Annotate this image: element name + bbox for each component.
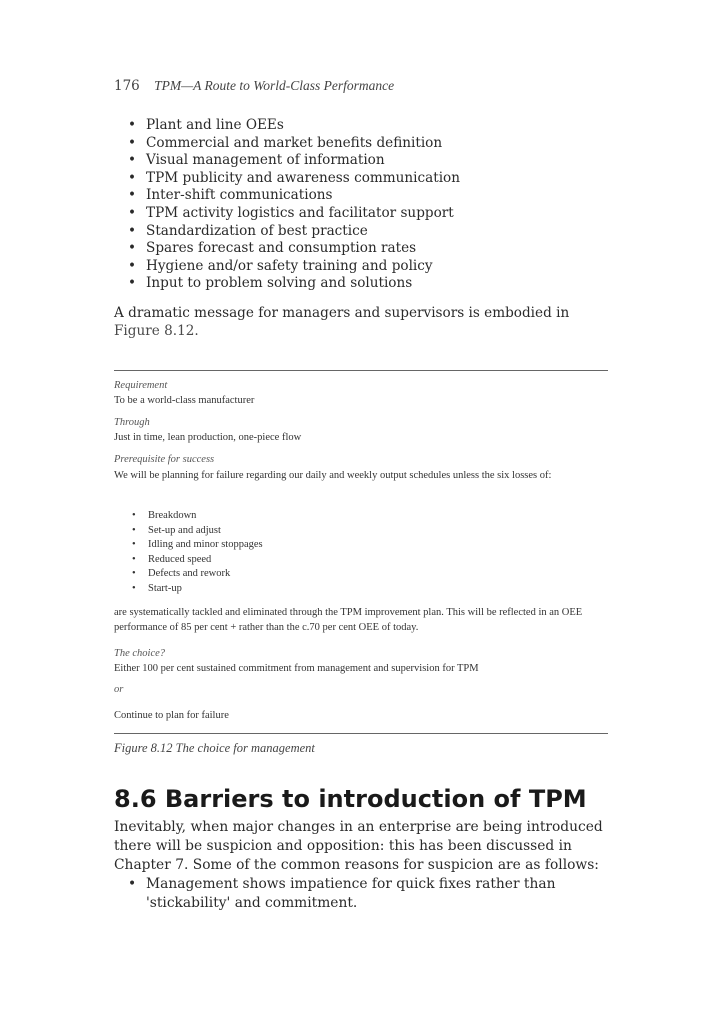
figure-reference: Figure 8.12. — [114, 323, 199, 339]
list-item: • TPM activity logistics and facilitator support — [128, 205, 460, 223]
page-number: 176 — [114, 78, 140, 94]
list-item: • Management shows impatience for quick fixes rather than 'stickability' and commitment. — [128, 875, 608, 913]
losses-followup-text: are systematically tackled and eliminated through the TPM improvement plan. This will be reflected in an OEE performance of 85 per cent + rather than the c.70 per cent OEE of today. — [114, 607, 583, 633]
section-paragraph: Inevitably, when major changes in an enterprise are being introduced there will be suspicion and opposition: this has been discussed in Chapter 7. Some of the common reasons for suspicion are as follows: — [114, 819, 603, 873]
top-bullet-list — [128, 117, 460, 293]
list-item: • Commercial and market benefits definition — [128, 135, 460, 153]
six-losses-list — [132, 509, 263, 597]
requirement-label: Requirement — [114, 380, 168, 391]
list-item: • Plant and line OEEs — [128, 117, 460, 135]
intro-text: A dramatic message for managers and supervisors is embodied in — [114, 305, 570, 321]
through-text: Just in time, lean production, one-piece flow — [114, 432, 302, 443]
figure-caption: Figure 8.12 The choice for management — [114, 741, 315, 755]
list-item: • Visual management of information — [128, 152, 460, 170]
figure-top-rule — [114, 370, 608, 371]
running-head — [114, 78, 394, 94]
list-item: • Reduced speed — [132, 553, 263, 568]
section-heading: 8.6 Barriers to introduction of TPM — [114, 785, 587, 813]
prerequisite-text: We will be planning for failure regarding our daily and weekly output schedules unless the six losses of: — [114, 470, 552, 481]
list-item: • Standardization of best practice — [128, 223, 460, 241]
intro-paragraph — [114, 304, 610, 340]
requirement-text: To be a world-class manufacturer — [114, 395, 255, 406]
choice-label: The choice? — [114, 648, 166, 659]
list-item: • Inter-shift communications — [128, 187, 460, 205]
list-item: • Spares forecast and consumption rates — [128, 240, 460, 258]
list-item: • Input to problem solving and solutions — [128, 275, 460, 293]
choice-text: Either 100 per cent sustained commitment from management and supervision for TPM — [114, 663, 479, 674]
barriers-bullet-list — [128, 875, 608, 913]
list-item: • Idling and minor stoppages — [132, 538, 263, 553]
list-item: • Start-up — [132, 582, 263, 597]
list-item: • TPM publicity and awareness communication — [128, 170, 460, 188]
prerequisite-label: Prerequisite for success — [114, 454, 215, 465]
list-item: • Set-up and adjust — [132, 524, 263, 539]
or-label: or — [114, 684, 124, 695]
list-item: • Breakdown — [132, 509, 263, 524]
alternative-text: Continue to plan for failure — [114, 710, 229, 721]
figure-8-12 — [114, 370, 608, 734]
book-title: TPM—A Route to World-Class Performance — [154, 78, 395, 93]
list-item: • Defects and rework — [132, 567, 263, 582]
figure-bottom-rule — [114, 733, 608, 734]
list-item: • Hygiene and/or safety training and policy — [128, 258, 460, 276]
through-label: Through — [114, 417, 150, 428]
